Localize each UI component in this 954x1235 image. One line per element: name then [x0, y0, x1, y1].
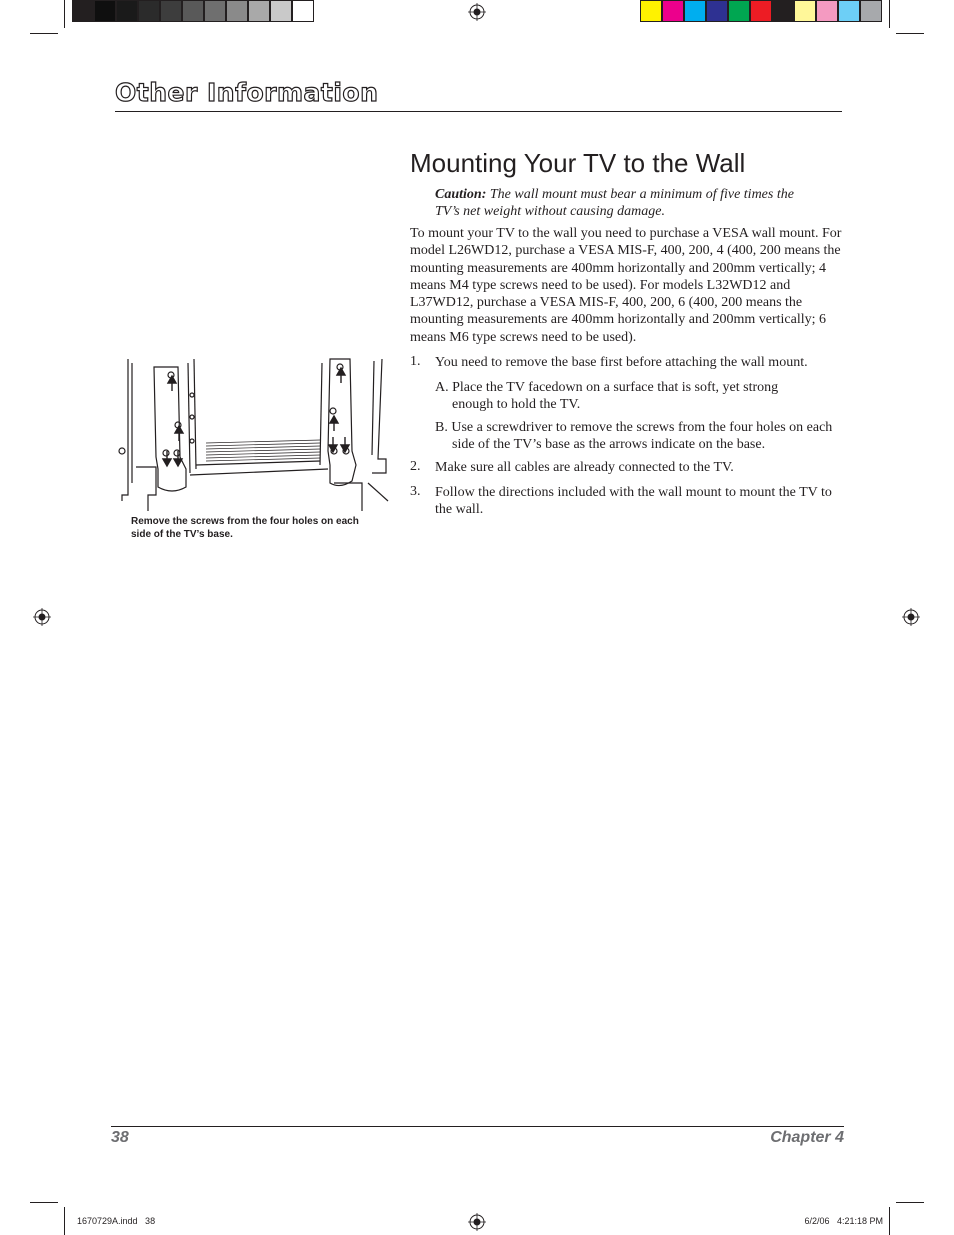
color-swatch — [750, 0, 772, 22]
registration-mark-icon — [902, 608, 920, 626]
color-swatch — [706, 0, 728, 22]
caution-label: Caution: — [435, 187, 487, 202]
page-heading: Mounting Your TV to the Wall — [410, 148, 746, 178]
footer-rule — [111, 1126, 844, 1127]
color-swatch — [640, 0, 662, 22]
page-number: 38 — [111, 1129, 129, 1146]
tv-base-illustration — [116, 355, 392, 513]
color-swatch — [138, 0, 160, 22]
crop-mark — [896, 33, 924, 34]
substep-b: B. Use a screwdriver to remove the screws from the four holes on each side of the TV’s base as the arrows indicate on the base. — [435, 420, 833, 452]
caution-text: The wall mount must bear a minimum of five times the TV’s net weight without causing damage. — [435, 187, 794, 219]
color-swatch — [728, 0, 750, 22]
crop-mark — [889, 1207, 890, 1235]
crop-mark — [30, 1202, 58, 1203]
color-swatch — [838, 0, 860, 22]
color-swatch — [816, 0, 838, 22]
figure-caption: Remove the screws from the four holes on each side of the TV’s base. — [131, 516, 359, 540]
crop-mark — [30, 33, 58, 34]
step-number: 2. — [410, 459, 421, 474]
color-swatch — [662, 0, 684, 22]
color-swatch — [204, 0, 226, 22]
color-swatch — [292, 0, 314, 22]
step-number: 1. — [410, 354, 421, 369]
slug-timestamp: 6/2/06 4:21:18 PM — [804, 1216, 883, 1226]
step-number: 3. — [410, 484, 421, 499]
intro-paragraph: To mount your TV to the wall you need to purchase a VESA wall mount. For model L26WD12, purchase a VESA MIS-F, 400, 200, 4 (400, 200 means the mounting measurements are 400mm horizontally and 200mm vertically; 4 means M4 type screws need to be used). For models L32WD12 and L37WD12, purchase a VESA MIS-F, 400, 200, 6 (400, 200 means the mounting measurements are 400mm horizontally and 200mm vertically; 6 means M6 type screws need to be used). — [410, 226, 842, 345]
color-swatch — [72, 0, 94, 22]
color-swatch — [182, 0, 204, 22]
registration-mark-icon — [468, 1213, 486, 1231]
substep-a: A. Place the TV facedown on a surface that is soft, yet strong enough to hold the TV. — [435, 380, 779, 412]
step-text: Make sure all cables are already connected to the TV. — [435, 460, 734, 475]
slug-file: 1670729A.indd 38 — [77, 1216, 156, 1226]
crop-mark — [64, 1207, 65, 1235]
section-title: Other Information — [115, 78, 379, 107]
header-rule — [115, 111, 842, 112]
crop-mark — [896, 1202, 924, 1203]
gray-color-bar — [72, 0, 314, 22]
color-swatch — [794, 0, 816, 22]
color-swatch — [772, 0, 794, 22]
color-swatch — [684, 0, 706, 22]
color-swatch — [860, 0, 882, 22]
step-text: Follow the directions included with the wall mount to mount the TV to the wall. — [435, 485, 832, 517]
chapter-label: Chapter 4 — [770, 1129, 844, 1146]
registration-mark-icon — [33, 608, 51, 626]
caution-note — [435, 186, 815, 220]
crop-mark — [889, 0, 890, 28]
color-swatch — [226, 0, 248, 22]
color-swatch — [116, 0, 138, 22]
step-text: You need to remove the base first before attaching the wall mount. — [435, 355, 808, 370]
crop-mark — [64, 0, 65, 28]
color-swatch — [248, 0, 270, 22]
cmyk-color-bar — [640, 0, 882, 22]
color-swatch — [94, 0, 116, 22]
registration-mark-icon — [468, 3, 486, 21]
color-swatch — [160, 0, 182, 22]
color-swatch — [270, 0, 292, 22]
